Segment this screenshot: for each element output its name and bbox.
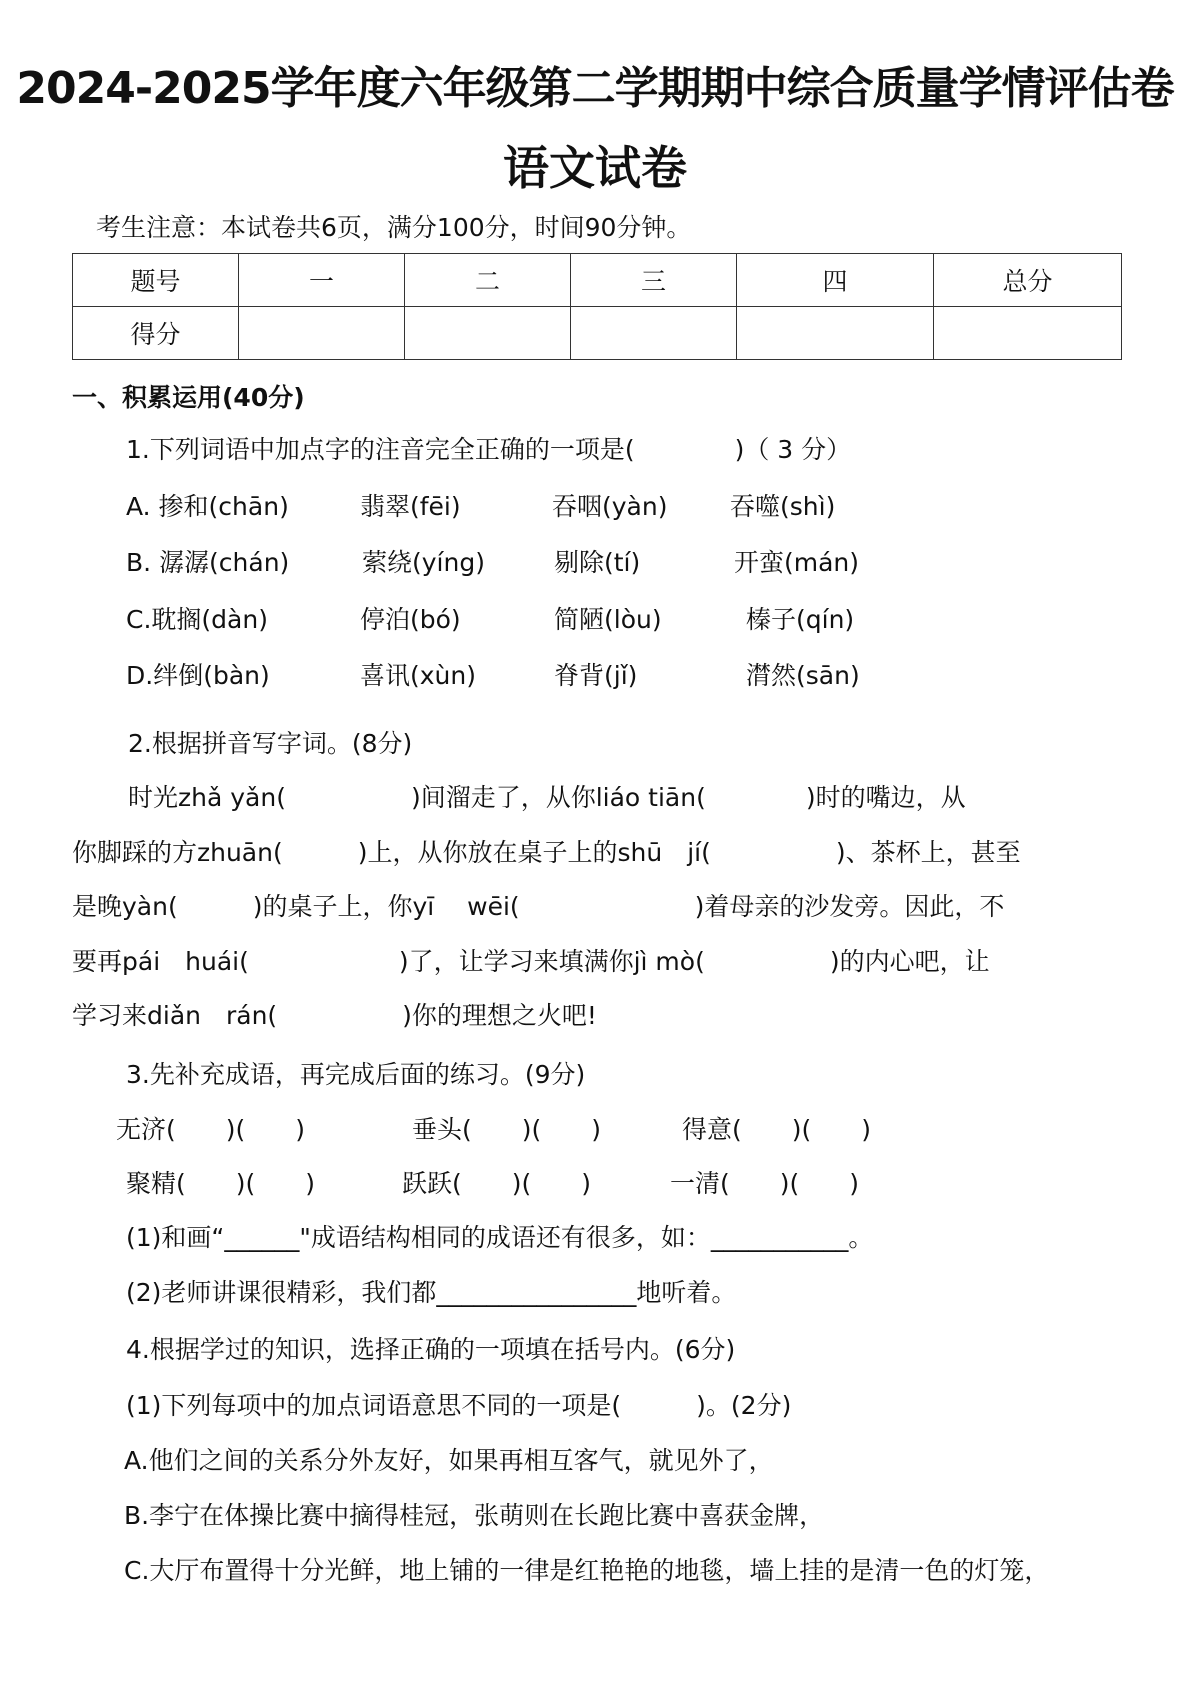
q2-line-1: 时光zhǎ yǎn( )间溜走了，从你liáo tiān( )时的嘴边，从: [128, 783, 966, 812]
q1-stem: 1.下列词语中加点字的注音完全正确的一项是( )（ 3 分）: [126, 435, 852, 464]
q4-option-c: C.大厅布置得十分光鲜，地上铺的一律是红艳艳的地毯，墙上挂的是清一色的灯笼，: [124, 1556, 1050, 1585]
q4-option-b: B.李宁在体操比赛中摘得桂冠，张萌则在长跑比赛中喜获金牌，: [124, 1501, 825, 1530]
q1-option-c-1: C.耽搁(dàn): [126, 605, 268, 634]
q1-option-b-4: 开蛮(mán): [734, 548, 860, 577]
q1-option-a-2: 翡翠(fēi): [360, 492, 461, 521]
q1-option-b-1: B. 潺潺(chán): [126, 548, 290, 577]
q1-option-d-3: 脊背(jǐ): [554, 661, 638, 690]
q3-idiom-3: 得意( )( ): [682, 1115, 872, 1144]
q3-stem: 3.先补充成语，再完成后面的练习。(9分): [126, 1060, 586, 1089]
header-cell-part3: 三: [571, 254, 737, 307]
q3-idiom-5: 跃跃( )( ): [402, 1169, 592, 1198]
q1-option-d-1: D.绊倒(bàn): [126, 661, 270, 690]
q3-idiom-1: 无济( )( ): [116, 1115, 306, 1144]
q1-option-a-1: A. 掺和(chān): [126, 492, 289, 521]
q1-option-a-3: 吞咽(yàn): [552, 492, 668, 521]
score-row-label: 得分: [73, 307, 239, 360]
score-table: [72, 253, 1122, 360]
q1-option-c-4: 榛子(qín): [746, 605, 855, 634]
score-table-header-row: [73, 254, 1122, 307]
score-table-score-row: [73, 307, 1122, 360]
q3-sub-1: (1)和画“______"成语结构相同的成语还有很多，如：___________。: [126, 1223, 874, 1252]
q2-line-3: 是晚yàn( )的桌子上，你yī wēi( )着母亲的沙发旁。因此，不: [72, 892, 1005, 921]
q3-idiom-2: 垂头( )( ): [412, 1115, 602, 1144]
q4-stem: 4.根据学过的知识，选择正确的一项填在括号内。(6分): [126, 1335, 736, 1364]
score-cell-part4[interactable]: [737, 307, 934, 360]
q2-line-4: 要再pái huái( )了，让学习来填满你jì mò( )的内心吧，让: [72, 947, 990, 976]
q2-line-5: 学习来diǎn rán( )你的理想之火吧!: [72, 1001, 597, 1030]
q1-option-a-4: 吞噬(shì): [730, 492, 836, 521]
q1-option-b-2: 萦绕(yíng): [362, 548, 485, 577]
q4-option-a: A.他们之间的关系分外友好，如果再相互客气，就见外了，: [124, 1446, 774, 1475]
exam-subtitle: 语文试卷: [503, 141, 687, 195]
exam-title: 2024-2025学年度六年级第二学期期中综合质量学情评估卷: [16, 63, 1174, 114]
header-cell-number: 题号: [73, 254, 239, 307]
score-cell-part3[interactable]: [571, 307, 737, 360]
exam-notice: 考生注意：本试卷共6页，满分100分，时间90分钟。: [96, 213, 692, 242]
q1-option-b-3: 剔除(tí): [554, 548, 641, 577]
header-cell-part2: 二: [405, 254, 571, 307]
q1-option-c-3: 简陋(lòu): [554, 605, 662, 634]
q1-option-d-2: 喜讯(xùn): [360, 661, 476, 690]
section1-title: 一、积累运用(40分): [72, 383, 305, 412]
header-cell-part1: 一: [239, 254, 405, 307]
q4-sub-1: (1)下列每项中的加点词语意思不同的一项是( )。(2分): [126, 1391, 792, 1420]
score-cell-part2[interactable]: [405, 307, 571, 360]
q1-option-c-2: 停泊(bó): [360, 605, 461, 634]
score-cell-total[interactable]: [934, 307, 1122, 360]
q3-idiom-4: 聚精( )( ): [126, 1169, 316, 1198]
header-cell-part4: 四: [737, 254, 934, 307]
q3-idiom-6: 一清( )( ): [670, 1169, 860, 1198]
header-cell-total: 总分: [934, 254, 1122, 307]
q3-sub-2: (2)老师讲课很精彩，我们都________________地听着。: [126, 1278, 737, 1307]
q2-stem: 2.根据拼音写字词。(8分): [128, 729, 413, 758]
q1-option-d-4: 潸然(sān): [746, 661, 860, 690]
q2-line-2: 你脚踩的方zhuān( )上，从你放在桌子上的shū jí( )、茶杯上，甚至: [72, 838, 1021, 867]
score-cell-part1[interactable]: [239, 307, 405, 360]
